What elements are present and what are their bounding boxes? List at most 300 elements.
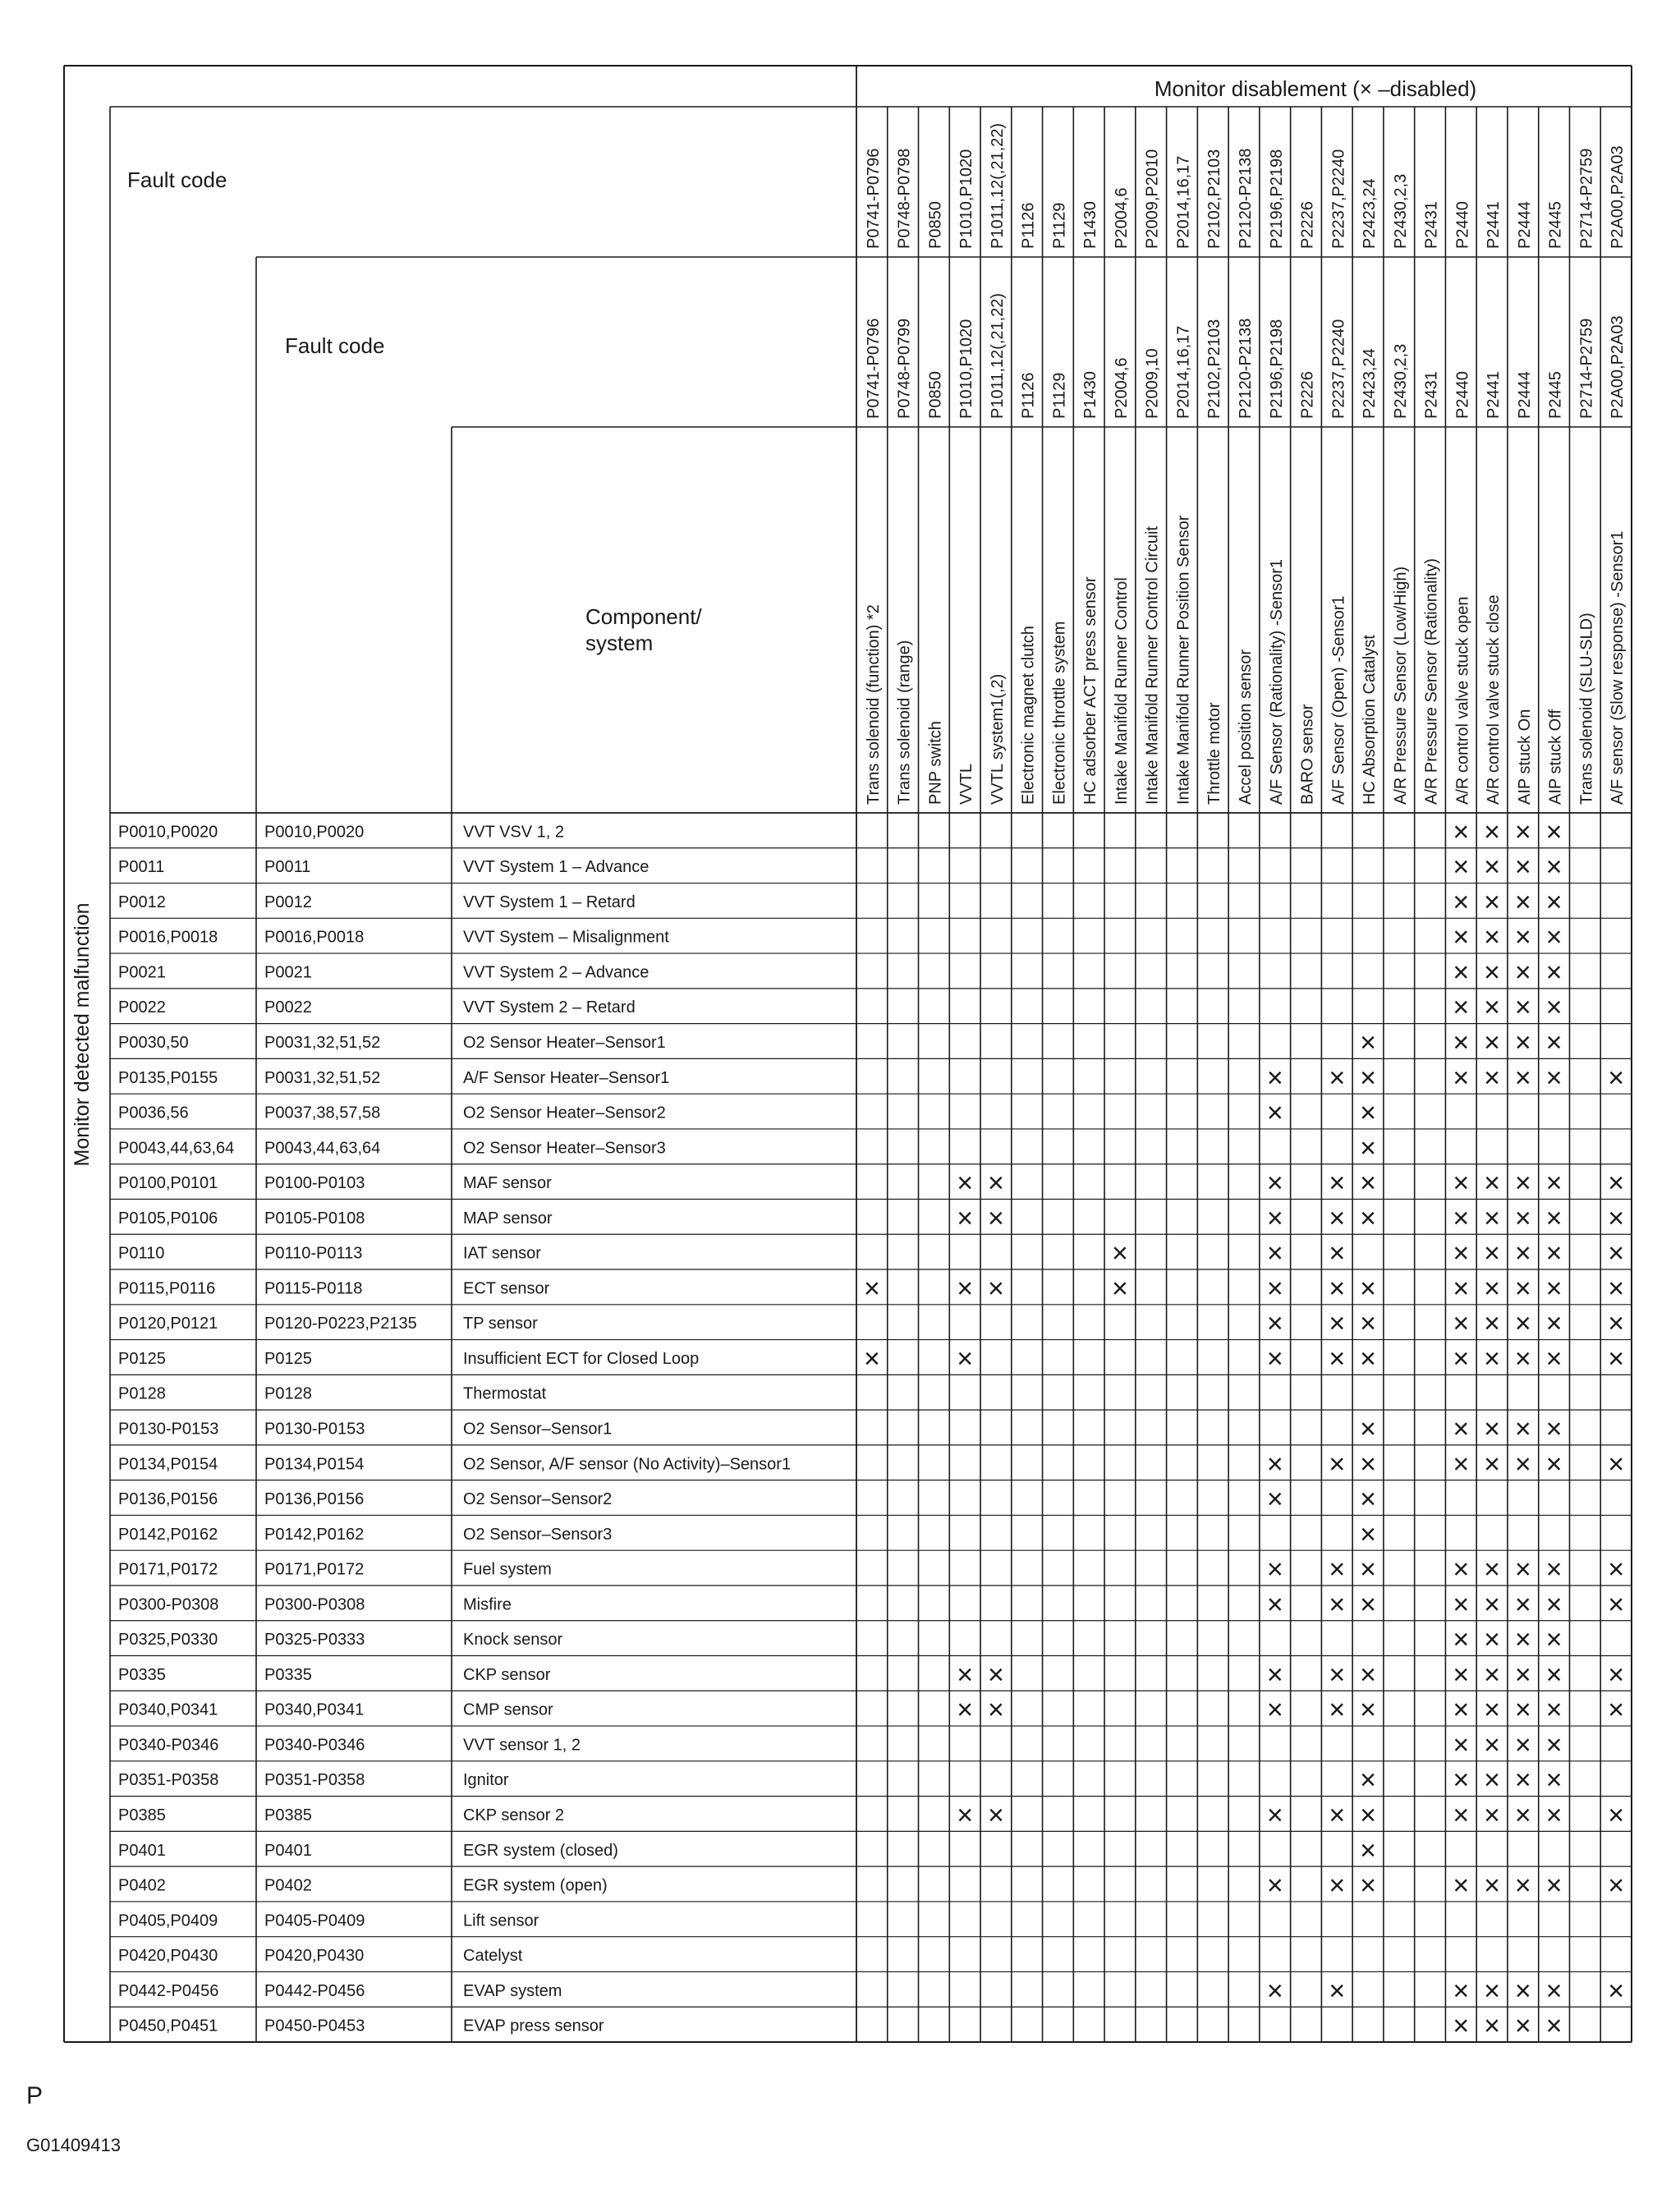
row-fault-code-primary: P0110 — [118, 1244, 165, 1263]
disabled-mark: × — [1453, 1765, 1470, 1797]
column-component-name: A/R control valve stuck open — [1453, 596, 1472, 805]
disabled-mark: × — [1453, 886, 1470, 918]
row-fault-code-secondary: P0100-P0103 — [264, 1174, 365, 1193]
disabled-mark: × — [1545, 1308, 1563, 1340]
row-fault-code-primary: P0011 — [118, 858, 165, 877]
disabled-mark: × — [1484, 1553, 1501, 1586]
column-code-secondary: P1011,12(,21,22) — [988, 292, 1007, 419]
row-fault-code-primary: P0300-P0308 — [118, 1595, 219, 1614]
column-code-primary: P2431 — [1422, 201, 1441, 249]
row-component-name: O2 Sensor–Sensor1 — [463, 1420, 613, 1439]
disabled-mark: × — [957, 1799, 974, 1831]
row-component-name: EVAP press sensor — [463, 2017, 604, 2035]
row-component-name: Insufficient ECT for Closed Loop — [463, 1349, 700, 1368]
column-code-secondary: P2431 — [1422, 371, 1441, 419]
disabled-mark: × — [1545, 2010, 1563, 2042]
column-code-primary: P2A00,P2A03 — [1609, 145, 1627, 249]
disabled-mark: × — [1453, 1799, 1470, 1831]
disabled-mark: × — [1484, 886, 1501, 918]
column-code-secondary: P2102,P2103 — [1205, 319, 1224, 419]
disabled-mark: × — [1514, 851, 1531, 883]
disabled-mark: × — [1608, 1448, 1625, 1480]
column-code-secondary: P2445 — [1546, 371, 1565, 419]
disabled-mark: × — [1360, 1799, 1376, 1831]
disabled-mark: × — [1360, 1202, 1376, 1234]
row-component-name: Catelyst — [463, 1947, 523, 1966]
row-fault-code-primary: P0136,P0156 — [118, 1490, 218, 1509]
row-fault-code-primary: P0043,44,63,64 — [118, 1139, 235, 1158]
disabled-mark: × — [1453, 1413, 1470, 1445]
disabled-mark: × — [1453, 1694, 1470, 1726]
disabled-mark: × — [1514, 1308, 1531, 1340]
disabled-mark: × — [1545, 816, 1563, 848]
row-fault-code-secondary: P0010,P0020 — [264, 823, 365, 842]
row-fault-code-secondary: P0022 — [264, 998, 312, 1017]
disabled-mark: × — [1514, 816, 1531, 848]
disabled-mark: × — [1329, 1659, 1346, 1691]
disabled-mark: × — [1266, 1870, 1283, 1902]
row-component-name: VVT System 1 – Advance — [463, 858, 650, 877]
disabled-mark: × — [1266, 1237, 1283, 1269]
row-fault-code-secondary: P0110-P0113 — [264, 1244, 363, 1263]
row-fault-code-secondary: P0011 — [264, 858, 311, 877]
disabled-mark: × — [1608, 1202, 1625, 1234]
disabled-mark: × — [863, 1342, 880, 1374]
row-fault-code-secondary: P0450-P0453 — [264, 2017, 365, 2035]
disabled-mark: × — [1266, 1553, 1283, 1586]
disabled-mark: × — [1484, 1799, 1501, 1831]
disabled-mark: × — [1608, 1237, 1625, 1269]
column-code-secondary: P0850 — [926, 371, 945, 419]
disabled-mark: × — [1360, 1027, 1376, 1059]
disabled-mark: × — [1484, 1308, 1501, 1340]
column-code-primary: P1010,P1020 — [957, 149, 976, 249]
disabled-mark: × — [987, 1202, 1004, 1234]
row-component-name: O2 Sensor, A/F sensor (No Activity)–Sensor1 — [463, 1455, 792, 1474]
column-component-name: AIP stuck Off — [1546, 709, 1565, 805]
disabled-mark: × — [1514, 1027, 1531, 1059]
row-fault-code-secondary: P0105-P0108 — [264, 1209, 365, 1228]
row-fault-code-secondary: P0405-P0409 — [264, 1911, 365, 1930]
disabled-mark: × — [1545, 886, 1563, 918]
column-code-primary: P2714-P2759 — [1577, 148, 1596, 249]
disabled-mark: × — [1329, 1308, 1346, 1340]
disabled-mark: × — [987, 1799, 1004, 1831]
disabled-mark: × — [1453, 921, 1470, 953]
disabled-mark: × — [1266, 1484, 1283, 1516]
row-component-name: MAF sensor — [463, 1174, 552, 1193]
disabled-mark: × — [1484, 1168, 1501, 1200]
disabled-mark: × — [957, 1273, 974, 1305]
column-component-name: Trans solenoid (range) — [895, 640, 914, 805]
disabled-mark: × — [1514, 1062, 1531, 1094]
disabled-mark: × — [1514, 1659, 1531, 1691]
disabled-mark: × — [1608, 1553, 1625, 1586]
disabled-mark: × — [1266, 1694, 1283, 1726]
column-code-secondary: P2440 — [1453, 371, 1472, 419]
column-component-name: VVTL system1(,2) — [988, 673, 1007, 805]
disabled-mark: × — [1484, 1624, 1501, 1656]
disabled-mark: × — [1514, 1413, 1531, 1445]
disabled-mark: × — [1360, 1518, 1376, 1550]
column-component-name: PNP switch — [926, 721, 945, 805]
column-code-primary: P2102,P2103 — [1205, 149, 1224, 249]
column-code-secondary: P2196,P2198 — [1267, 319, 1286, 419]
disabled-mark: × — [1360, 1870, 1376, 1902]
disabled-mark: × — [1329, 1273, 1346, 1305]
disabled-mark: × — [1514, 2010, 1531, 2042]
column-code-secondary: P2714-P2759 — [1577, 318, 1596, 419]
column-code-secondary: P2444 — [1515, 371, 1534, 419]
disabled-mark: × — [1360, 1342, 1376, 1374]
disabled-mark: × — [1112, 1273, 1128, 1305]
column-code-primary: P2445 — [1546, 201, 1565, 249]
disabled-mark: × — [1545, 1659, 1563, 1691]
disabled-mark: × — [1360, 1413, 1376, 1445]
row-fault-code-secondary: P0300-P0308 — [264, 1595, 365, 1614]
disabled-mark: × — [1545, 1553, 1563, 1586]
column-code-secondary: P1126 — [1019, 372, 1038, 419]
disabled-mark: × — [1608, 1168, 1625, 1200]
disabled-mark: × — [1514, 1870, 1531, 1902]
row-fault-code-primary: P0105,P0106 — [118, 1209, 218, 1228]
column-code-secondary: P2430,2,3 — [1391, 343, 1410, 419]
row-fault-code-primary: P0012 — [118, 893, 166, 911]
column-code-secondary: P1010,P1020 — [957, 319, 976, 419]
disabled-mark: × — [1360, 1097, 1376, 1129]
column-component-name: Trans solenoid (function) *2 — [864, 604, 883, 805]
row-fault-code-primary: P0450,P0451 — [118, 2017, 218, 2035]
disabled-mark: × — [1360, 1484, 1376, 1516]
disabled-mark: × — [1484, 1237, 1501, 1269]
disabled-mark: × — [1608, 1694, 1625, 1726]
disabled-mark: × — [1329, 1202, 1346, 1234]
disabled-mark: × — [1545, 1624, 1563, 1656]
row-fault-code-secondary: P0335 — [264, 1665, 312, 1684]
row-fault-code-secondary: P0340-P0346 — [264, 1736, 365, 1755]
row-component-name: CKP sensor 2 — [463, 1806, 565, 1824]
disabled-mark: × — [1514, 886, 1531, 918]
disabled-mark: × — [1545, 1589, 1563, 1621]
disabled-mark: × — [1266, 1062, 1283, 1094]
column-component-name: A/F Sensor (Open) -Sensor1 — [1329, 595, 1348, 805]
column-code-secondary: P2014,16,17 — [1174, 325, 1193, 419]
row-fault-code-primary: P0134,P0154 — [118, 1455, 218, 1474]
disabled-mark: × — [1453, 1553, 1470, 1586]
disabled-mark: × — [1266, 1799, 1283, 1831]
disabled-mark: × — [1545, 1027, 1563, 1059]
disabled-mark: × — [1329, 1237, 1346, 1269]
disabled-mark: × — [1453, 957, 1470, 989]
column-component-name: Electronic magnet clutch — [1019, 626, 1038, 805]
column-code-secondary: P2009,10 — [1143, 348, 1162, 419]
disabled-mark: × — [1360, 1694, 1376, 1726]
disabled-mark: × — [1545, 1799, 1563, 1831]
column-code-primary: P2120-P2138 — [1237, 148, 1255, 249]
row-fault-code-primary: P0010,P0020 — [118, 823, 218, 842]
disabled-mark: × — [1453, 1659, 1470, 1691]
row-fault-code-secondary: P0012 — [264, 893, 312, 911]
disabled-mark: × — [1112, 1237, 1128, 1269]
row-fault-code-primary: P0340-P0346 — [118, 1736, 219, 1755]
row-fault-code-secondary: P0351-P0358 — [264, 1771, 365, 1790]
disabled-mark: × — [1514, 921, 1531, 953]
figure-id: G01409413 — [26, 2135, 121, 2155]
column-code-secondary: P0741-P0796 — [864, 318, 883, 419]
column-code-primary: P2196,P2198 — [1267, 149, 1286, 249]
row-fault-code-primary: P0135,P0155 — [118, 1068, 218, 1087]
row-component-name: TP sensor — [463, 1315, 538, 1333]
row-fault-code-primary: P0115,P0116 — [118, 1279, 216, 1298]
column-code-primary: P1129 — [1050, 202, 1069, 249]
column-code-secondary: P2A00,P2A03 — [1609, 315, 1627, 419]
row-component-name: O2 Sensor–Sensor2 — [463, 1490, 613, 1509]
disabled-mark: × — [1453, 1308, 1470, 1340]
disabled-mark: × — [1453, 851, 1470, 883]
disabled-mark: × — [1266, 1448, 1283, 1480]
row-fault-code-primary: P0142,P0162 — [118, 1525, 218, 1544]
disabled-mark: × — [1360, 1553, 1376, 1586]
row-fault-code-primary: P0030,50 — [118, 1034, 189, 1053]
disabled-mark: × — [1484, 1202, 1501, 1234]
row-component-name: CKP sensor — [463, 1665, 551, 1684]
disabled-mark: × — [1608, 1589, 1625, 1621]
disabled-mark: × — [1453, 1168, 1470, 1200]
disabled-mark: × — [1514, 1553, 1531, 1586]
row-fault-code-primary: P0128 — [118, 1384, 166, 1403]
column-code-primary: P2440 — [1453, 201, 1472, 249]
disabled-mark: × — [1545, 1975, 1563, 2007]
disabled-mark: × — [1266, 1168, 1283, 1200]
disabled-mark: × — [1484, 1448, 1501, 1480]
row-fault-code-secondary: P0016,P0018 — [264, 928, 365, 947]
disabled-mark: × — [1514, 1694, 1531, 1726]
row-fault-code-primary: P0420,P0430 — [118, 1947, 218, 1966]
row-component-name: EGR system (closed) — [463, 1841, 618, 1860]
disabled-mark: × — [1360, 1062, 1376, 1094]
disabled-mark: × — [1453, 1342, 1470, 1374]
disabled-mark: × — [1545, 1729, 1563, 1761]
disabled-mark: × — [987, 1168, 1004, 1200]
disabled-mark: × — [1360, 1834, 1376, 1866]
disabled-mark: × — [1453, 1624, 1470, 1656]
column-code-primary: P1126 — [1019, 202, 1038, 249]
row-component-name: Thermostat — [463, 1384, 547, 1403]
column-code-primary: P1430 — [1081, 201, 1100, 249]
disabled-mark: × — [1545, 1273, 1563, 1305]
disabled-mark: × — [1453, 2010, 1470, 2042]
disabled-mark: × — [1484, 1027, 1501, 1059]
disabled-mark: × — [987, 1273, 1004, 1305]
disabled-mark: × — [1514, 1975, 1531, 2007]
row-component-name: IAT sensor — [463, 1244, 541, 1263]
row-component-name: VVT VSV 1, 2 — [463, 823, 565, 842]
column-code-primary: P2009,P2010 — [1143, 149, 1162, 249]
row-fault-code-primary: P0021 — [118, 963, 166, 982]
column-code-secondary: P2120-P2138 — [1237, 318, 1255, 419]
row-fault-code-secondary: P0130-P0153 — [264, 1420, 365, 1439]
column-code-secondary: P2004,6 — [1112, 357, 1131, 419]
column-component-name: BARO sensor — [1298, 704, 1317, 805]
column-component-name: Throttle motor — [1205, 702, 1224, 805]
row-fault-code-secondary: P0120-P0223,P2135 — [264, 1315, 417, 1333]
row-fault-code-primary: P0351-P0358 — [118, 1771, 219, 1790]
column-code-primary: P2444 — [1515, 201, 1534, 249]
row-fault-code-secondary: P0142,P0162 — [264, 1525, 365, 1544]
column-component-name: Trans solenoid (SLU-SLD) — [1577, 613, 1596, 805]
disabled-mark: × — [1484, 1729, 1501, 1761]
column-component-name: VVTL — [957, 763, 976, 805]
disabled-mark: × — [957, 1659, 974, 1691]
row-component-name: O2 Sensor Heater–Sensor3 — [463, 1139, 666, 1158]
row-fault-code-primary: P0401 — [118, 1841, 166, 1860]
row-component-name: VVT System 2 – Retard — [463, 998, 636, 1017]
disabled-mark: × — [1545, 1413, 1563, 1445]
column-code-primary: P2441 — [1485, 201, 1503, 249]
disabled-mark: × — [1514, 957, 1531, 989]
row-fault-code-secondary: P0043,44,63,64 — [264, 1139, 381, 1158]
row-component-name: Knock sensor — [463, 1631, 563, 1650]
disabled-mark: × — [1453, 1202, 1470, 1234]
disabled-mark: × — [1360, 1659, 1376, 1691]
disabled-mark: × — [1484, 992, 1501, 1024]
column-code-primary: P2237,P2240 — [1329, 149, 1348, 249]
disabled-mark: × — [1329, 1975, 1346, 2007]
disabled-mark: × — [1484, 1975, 1501, 2007]
disabled-mark: × — [1266, 1308, 1283, 1340]
disabled-mark: × — [957, 1694, 974, 1726]
disabled-mark: × — [1329, 1448, 1346, 1480]
column-headers — [865, 123, 1627, 805]
row-component-name: O2 Sensor–Sensor3 — [463, 1525, 613, 1544]
disabled-mark: × — [1484, 1589, 1501, 1621]
table-body — [118, 816, 1624, 2041]
disabled-mark: × — [987, 1694, 1004, 1726]
disabled-mark: × — [1545, 957, 1563, 989]
column-component-name: Accel position sensor — [1237, 649, 1255, 805]
column-code-secondary: P2226 — [1298, 371, 1317, 419]
disabled-mark: × — [1545, 1694, 1563, 1726]
disabled-mark: × — [1484, 1062, 1501, 1094]
column-code-primary: P2430,2,3 — [1391, 173, 1410, 249]
disabled-mark: × — [1514, 1237, 1531, 1269]
disabled-mark: × — [1329, 1062, 1346, 1094]
column-code-secondary: P0748-P0799 — [895, 318, 914, 419]
disabled-mark: × — [1453, 1975, 1470, 2007]
disabled-mark: × — [863, 1273, 880, 1305]
disabled-mark: × — [1360, 1132, 1376, 1164]
disabled-mark: × — [1360, 1589, 1376, 1621]
column-code-primary: P2226 — [1298, 201, 1317, 249]
column-component-name: AIP stuck On — [1515, 709, 1534, 805]
row-component-name: Fuel system — [463, 1560, 552, 1579]
disabled-mark: × — [1514, 1273, 1531, 1305]
disabled-mark: × — [1514, 1624, 1531, 1656]
column-component-name: Intake Manifold Runner Control — [1112, 577, 1131, 805]
disabled-mark: × — [1484, 957, 1501, 989]
column-component-name: Intake Manifold Runner Control Circuit — [1143, 525, 1162, 805]
side-label-monitor-detected-malfunction: Monitor detected malfunction — [71, 902, 94, 1167]
row-component-name: MAP sensor — [463, 1209, 553, 1228]
disabled-mark: × — [957, 1168, 974, 1200]
disabled-mark: × — [1453, 1062, 1470, 1094]
row-component-name: Misfire — [463, 1595, 512, 1614]
row-fault-code-secondary: P0125 — [264, 1349, 312, 1368]
disabled-mark: × — [1360, 1765, 1376, 1797]
disabled-mark: × — [1484, 1659, 1501, 1691]
disabled-mark: × — [1484, 921, 1501, 953]
row-fault-code-secondary: P0031,32,51,52 — [264, 1034, 381, 1053]
disabled-mark: × — [1514, 1342, 1531, 1374]
column-component-name: HC Absorption Catalyst — [1361, 635, 1379, 805]
column-code-primary: P0741-P0796 — [864, 148, 883, 249]
disabled-mark: × — [1329, 1553, 1346, 1586]
disabled-mark: × — [1484, 851, 1501, 883]
row-fault-code-primary: P0171,P0172 — [118, 1560, 218, 1579]
disabled-mark: × — [1514, 1799, 1531, 1831]
column-code-primary: P0850 — [926, 201, 945, 249]
row-fault-code-secondary: P0128 — [264, 1384, 312, 1403]
disabled-mark: × — [1266, 1589, 1283, 1621]
disabled-mark: × — [1266, 1202, 1283, 1234]
row-fault-code-primary: P0036,56 — [118, 1104, 189, 1122]
disabled-mark: × — [1484, 1413, 1501, 1445]
row-fault-code-secondary: P0385 — [264, 1806, 312, 1824]
fault-code-row-label: Fault code — [127, 168, 227, 192]
row-fault-code-secondary: P0340,P0341 — [264, 1700, 365, 1719]
disabled-mark: × — [1266, 1975, 1283, 2007]
disabled-mark: × — [1453, 1729, 1470, 1761]
column-code-secondary: P2423,24 — [1361, 348, 1379, 419]
disabled-mark: × — [987, 1659, 1004, 1691]
row-fault-code-primary: P0385 — [118, 1806, 166, 1824]
column-component-name: A/F sensor (Slow response) -Sensor1 — [1609, 530, 1627, 805]
row-component-name: O2 Sensor Heater–Sensor1 — [463, 1034, 666, 1053]
disabled-mark: × — [1545, 1168, 1563, 1200]
disabled-mark: × — [1360, 1273, 1376, 1305]
row-fault-code-secondary: P0171,P0172 — [264, 1560, 365, 1579]
disabled-mark: × — [1608, 1659, 1625, 1691]
disabled-mark: × — [1360, 1308, 1376, 1340]
disabled-mark: × — [1545, 1237, 1563, 1269]
row-fault-code-secondary: P0037,38,57,58 — [264, 1104, 381, 1122]
disabled-mark: × — [1545, 1062, 1563, 1094]
disabled-mark: × — [1453, 1237, 1470, 1269]
disabled-mark: × — [1545, 1448, 1563, 1480]
row-fault-code-primary: P0340,P0341 — [118, 1700, 218, 1719]
disabled-mark: × — [1514, 1202, 1531, 1234]
disabled-mark: × — [1360, 1168, 1376, 1200]
disabled-mark: × — [1608, 1273, 1625, 1305]
row-fault-code-primary: P0402 — [118, 1876, 166, 1895]
column-code-primary: P2004,6 — [1112, 187, 1131, 249]
row-component-name: EGR system (open) — [463, 1876, 608, 1895]
disabled-mark: × — [1360, 1448, 1376, 1480]
disabled-mark: × — [1329, 1589, 1346, 1621]
row-component-name: VVT sensor 1, 2 — [463, 1736, 581, 1755]
disabled-mark: × — [1608, 1870, 1625, 1902]
row-fault-code-primary: P0405,P0409 — [118, 1911, 218, 1930]
disabled-mark: × — [1484, 1273, 1501, 1305]
column-component-name: Electronic throttle system — [1050, 621, 1069, 805]
row-fault-code-primary: P0325,P0330 — [118, 1631, 218, 1650]
row-fault-code-primary: P0442-P0456 — [118, 1981, 219, 2000]
disabled-mark: × — [957, 1342, 974, 1374]
column-code-primary: P1011,12(,21,22) — [988, 122, 1007, 249]
row-fault-code-primary: P0100,P0101 — [118, 1174, 218, 1193]
column-component-name: HC adsorber ACT press sensor — [1081, 576, 1100, 805]
column-component-name: A/R Pressure Sensor (Low/High) — [1391, 566, 1410, 805]
